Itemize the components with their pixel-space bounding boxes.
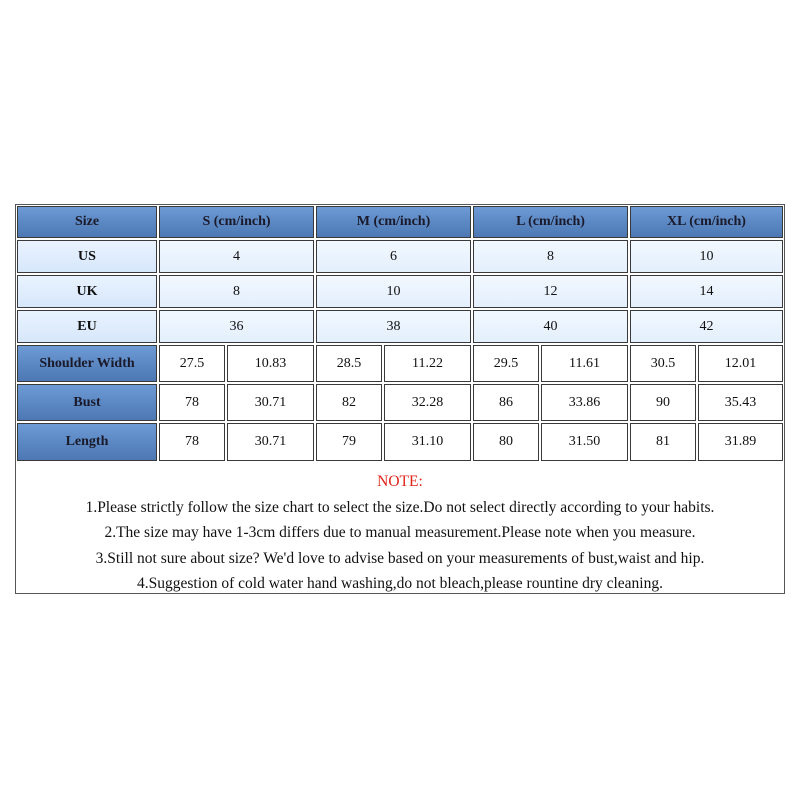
note-line-4: 4.Suggestion of cold water hand washing,do not bleach,please rountine dry cleaning. <box>136 575 663 592</box>
length-m-cm: 79 <box>316 423 382 461</box>
length-m-inch: 31.10 <box>384 423 471 461</box>
header-xl: XL (cm/inch) <box>630 206 783 238</box>
eu-m: 38 <box>316 310 471 343</box>
note-line-1: 1.Please strictly follow the size chart to select the size.Do not select directly according to your habits. <box>85 498 715 516</box>
shoulder-xl-cm: 30.5 <box>630 345 696 382</box>
bust-xl-cm: 90 <box>630 384 696 421</box>
row-label-uk: UK <box>17 275 157 308</box>
shoulder-s-inch: 10.83 <box>227 345 314 382</box>
us-l: 8 <box>473 240 628 273</box>
size-chart <box>15 204 785 594</box>
length-l-inch: 31.50 <box>541 423 628 461</box>
row-label-bust: Bust <box>17 384 157 421</box>
bust-m-cm: 82 <box>316 384 382 421</box>
bust-s-inch: 30.71 <box>227 384 314 421</box>
note-line-2: 2.The size may have 1-3cm differs due to manual measurement.Please note when you measure. <box>104 524 696 541</box>
length-xl-cm: 81 <box>630 423 696 461</box>
shoulder-xl-inch: 12.01 <box>698 345 783 382</box>
row-label-eu: EU <box>17 310 157 343</box>
uk-l: 12 <box>473 275 628 308</box>
shoulder-l-cm: 29.5 <box>473 345 539 382</box>
shoulder-l-inch: 11.61 <box>541 345 628 382</box>
note-line-3: 3.Still not sure about size? We'd love to advise based on your measurements of bust,waist and hip. <box>95 549 705 567</box>
us-s: 4 <box>159 240 314 273</box>
length-xl-inch: 31.89 <box>698 423 783 461</box>
header-size-label: Size <box>17 206 157 238</box>
row-label-us: US <box>17 240 157 273</box>
header-s: S (cm/inch) <box>159 206 314 238</box>
uk-m: 10 <box>316 275 471 308</box>
notes-title: NOTE: <box>377 473 423 490</box>
shoulder-s-cm: 27.5 <box>159 345 225 382</box>
length-l-cm: 80 <box>473 423 539 461</box>
length-s-cm: 78 <box>159 423 225 461</box>
header-m: M (cm/inch) <box>316 206 471 238</box>
notes-section <box>16 463 784 593</box>
uk-s: 8 <box>159 275 314 308</box>
row-label-length: Length <box>17 423 157 461</box>
eu-s: 36 <box>159 310 314 343</box>
shoulder-m-inch: 11.22 <box>384 345 471 382</box>
us-m: 6 <box>316 240 471 273</box>
bust-m-inch: 32.28 <box>384 384 471 421</box>
eu-l: 40 <box>473 310 628 343</box>
shoulder-m-cm: 28.5 <box>316 345 382 382</box>
header-l: L (cm/inch) <box>473 206 628 238</box>
length-s-inch: 30.71 <box>227 423 314 461</box>
uk-xl: 14 <box>630 275 783 308</box>
bust-xl-inch: 35.43 <box>698 384 783 421</box>
us-xl: 10 <box>630 240 783 273</box>
row-label-shoulder-width: Shoulder Width <box>17 345 157 382</box>
eu-xl: 42 <box>630 310 783 343</box>
bust-s-cm: 78 <box>159 384 225 421</box>
bust-l-cm: 86 <box>473 384 539 421</box>
bust-l-inch: 33.86 <box>541 384 628 421</box>
